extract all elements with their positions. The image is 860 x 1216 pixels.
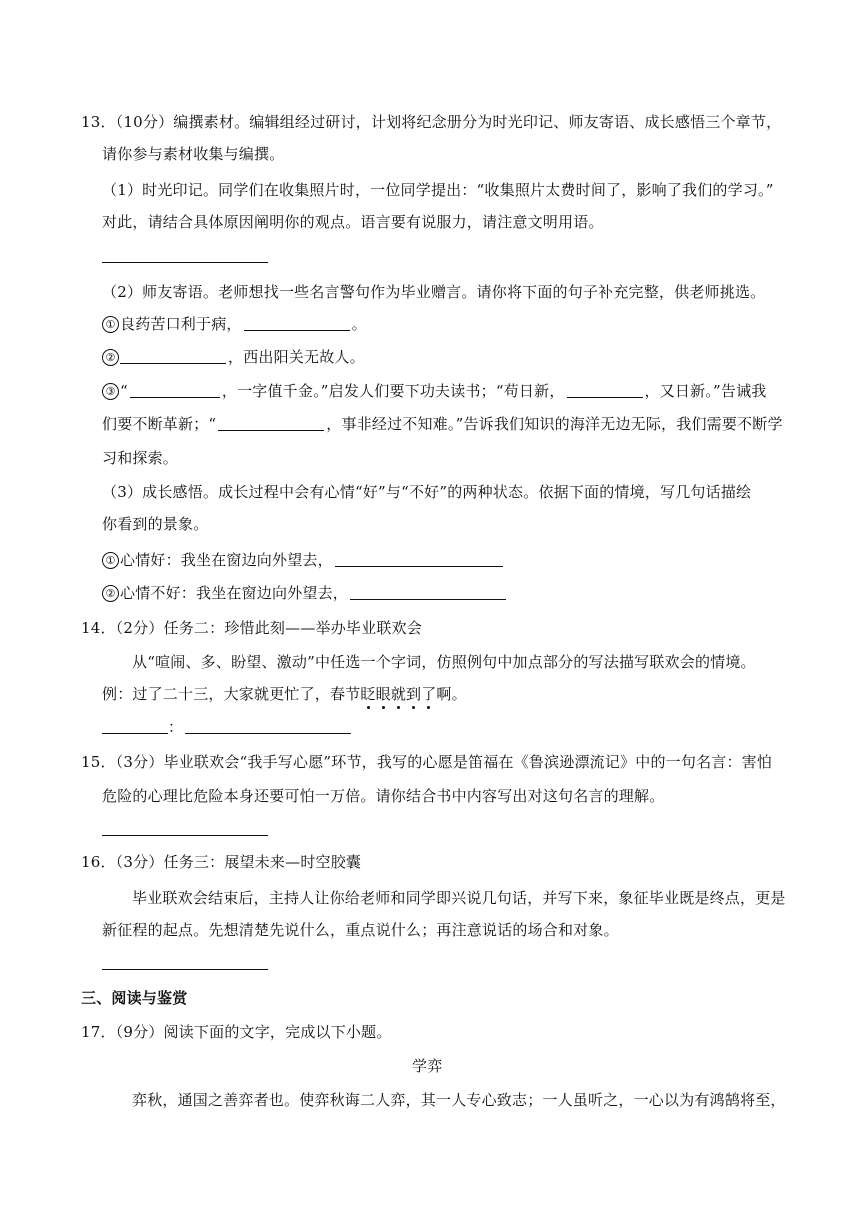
q13-good-mood-blank[interactable] (335, 551, 503, 567)
q13-part2-text: （2）师友寄语。老师想找一些名言警句作为毕业赠言。请你将下面的句子补充完整，供老师挑选。 (102, 283, 766, 301)
dotted-char: 了 (421, 685, 437, 703)
q14-answer: ： (102, 717, 351, 737)
dotted-char: 到 (406, 685, 422, 703)
q14-word-blank[interactable] (102, 718, 168, 734)
q15-heading: 15．（3分）毕业联欢会“我手写心愿”环节，我写的心愿是笛福在《鲁滨逊漂流记》中的一句名言：害怕 (81, 753, 773, 771)
q14-heading: 14．（2分）任务二：珍惜此刻——举办毕业联欢会 (81, 619, 422, 637)
q13-item2-blank[interactable] (120, 348, 226, 364)
q13-part1-text: （1）时光印记。同学们在收集照片时，一位同学提出：“收集照片太费时间了，影响了我们的学习。” (102, 181, 774, 199)
q13-item3: ③ “ ，一字值千金。”启发人们要下功夫读书；“苟日新， ，又日新。”告诫我 (102, 381, 767, 401)
q13-item3-blank-c[interactable] (218, 415, 324, 431)
q13-bad-mood-blank[interactable] (350, 584, 506, 600)
q17-heading: 17．（9分）阅读下面的文字，完成以下小题。 (81, 1023, 392, 1041)
q13-part3-text-cont: 你看到的景象。 (102, 515, 209, 533)
q13-heading-cont: 请你参与素材收集与编撰。 (102, 145, 285, 163)
q13-item3-blank-a[interactable] (130, 382, 220, 398)
q14-body: 从“喧闹、多、盼望、激动”中任选一个字词，仿照例句中加点部分的写法描写联欢会的情境。 (132, 653, 756, 671)
q13-item1-blank[interactable] (244, 315, 350, 331)
q13-item3-line2: 们要不断革新；“ ，事非经过不知难。”告诉我们知识的海洋无边无际，我们需要不断学 (102, 415, 783, 433)
q15-body: 危险的心理比危险本身还要可怕一万倍。请你结合书中内容写出对这句名言的理解。 (102, 787, 665, 805)
q13-part3-text: （3）成长感悟。成长过程中会有心情“好”与“不好”的两种状态。依据下面的情境，写几句话描绘 (102, 483, 752, 501)
q16-body: 毕业联欢会结束后，主持人让你给老师和同学即兴说几句话，并写下来，象征毕业既是终点，更是 (132, 889, 786, 907)
circled-number-1: ① (102, 316, 119, 333)
q14-sentence-blank[interactable] (185, 718, 351, 734)
q13-good-mood: ① 心情好：我坐在窗边向外望去， (102, 550, 503, 570)
passage-body: 弈秋，通国之善弈者也。使弈秋诲二人弈，其一人专心致志；一人虽听之，一心以为有鸿鹄将至， (132, 1091, 786, 1109)
q13-item1: ① 良药苦口利于病， 。 (102, 314, 367, 334)
q16-body-cont: 新征程的起点。先想清楚先说什么，重点说什么；再注意说话的场合和对象。 (102, 921, 619, 939)
passage-title: 学弈 (412, 1057, 443, 1075)
dotted-char: 眼 (375, 685, 391, 703)
circled-number-2: ② (102, 349, 119, 366)
circled-number-3: ③ (102, 383, 119, 400)
q13-bad-mood: ② 心情不好：我坐在窗边向外望去， (102, 583, 506, 603)
q15-answer-line[interactable] (102, 835, 268, 836)
dotted-char: 眨 (360, 685, 376, 703)
dotted-char: 就 (390, 685, 407, 703)
circled-number-1: ① (102, 552, 119, 569)
q13-item3-line3: 习和探索。 (102, 449, 179, 467)
q16-answer-line[interactable] (102, 969, 268, 970)
q14-example: 例：过了二十三，大家就更忙了，春节眨眼就到了啊。 (102, 685, 467, 703)
q13-heading: 13．（10分）编撰素材。编辑组经过研讨，计划将纪念册分为时光印记、师友寄语、成长感悟三个章节， (81, 113, 782, 131)
q13-item3-blank-b[interactable] (567, 382, 643, 398)
q13-part1-answer-line[interactable] (102, 262, 268, 263)
section-heading: 三、阅读与鉴赏 (81, 989, 188, 1007)
q13-item2: ② ，西出阳关无故人。 (102, 347, 365, 367)
circled-number-2: ② (102, 585, 119, 602)
q13-part1-text-cont: 对此，请结合具体原因阐明你的观点。语言要有说服力，请注意文明用语。 (102, 213, 604, 231)
q16-heading: 16．（3分）任务三：展望未来—时空胶囊 (81, 853, 362, 871)
